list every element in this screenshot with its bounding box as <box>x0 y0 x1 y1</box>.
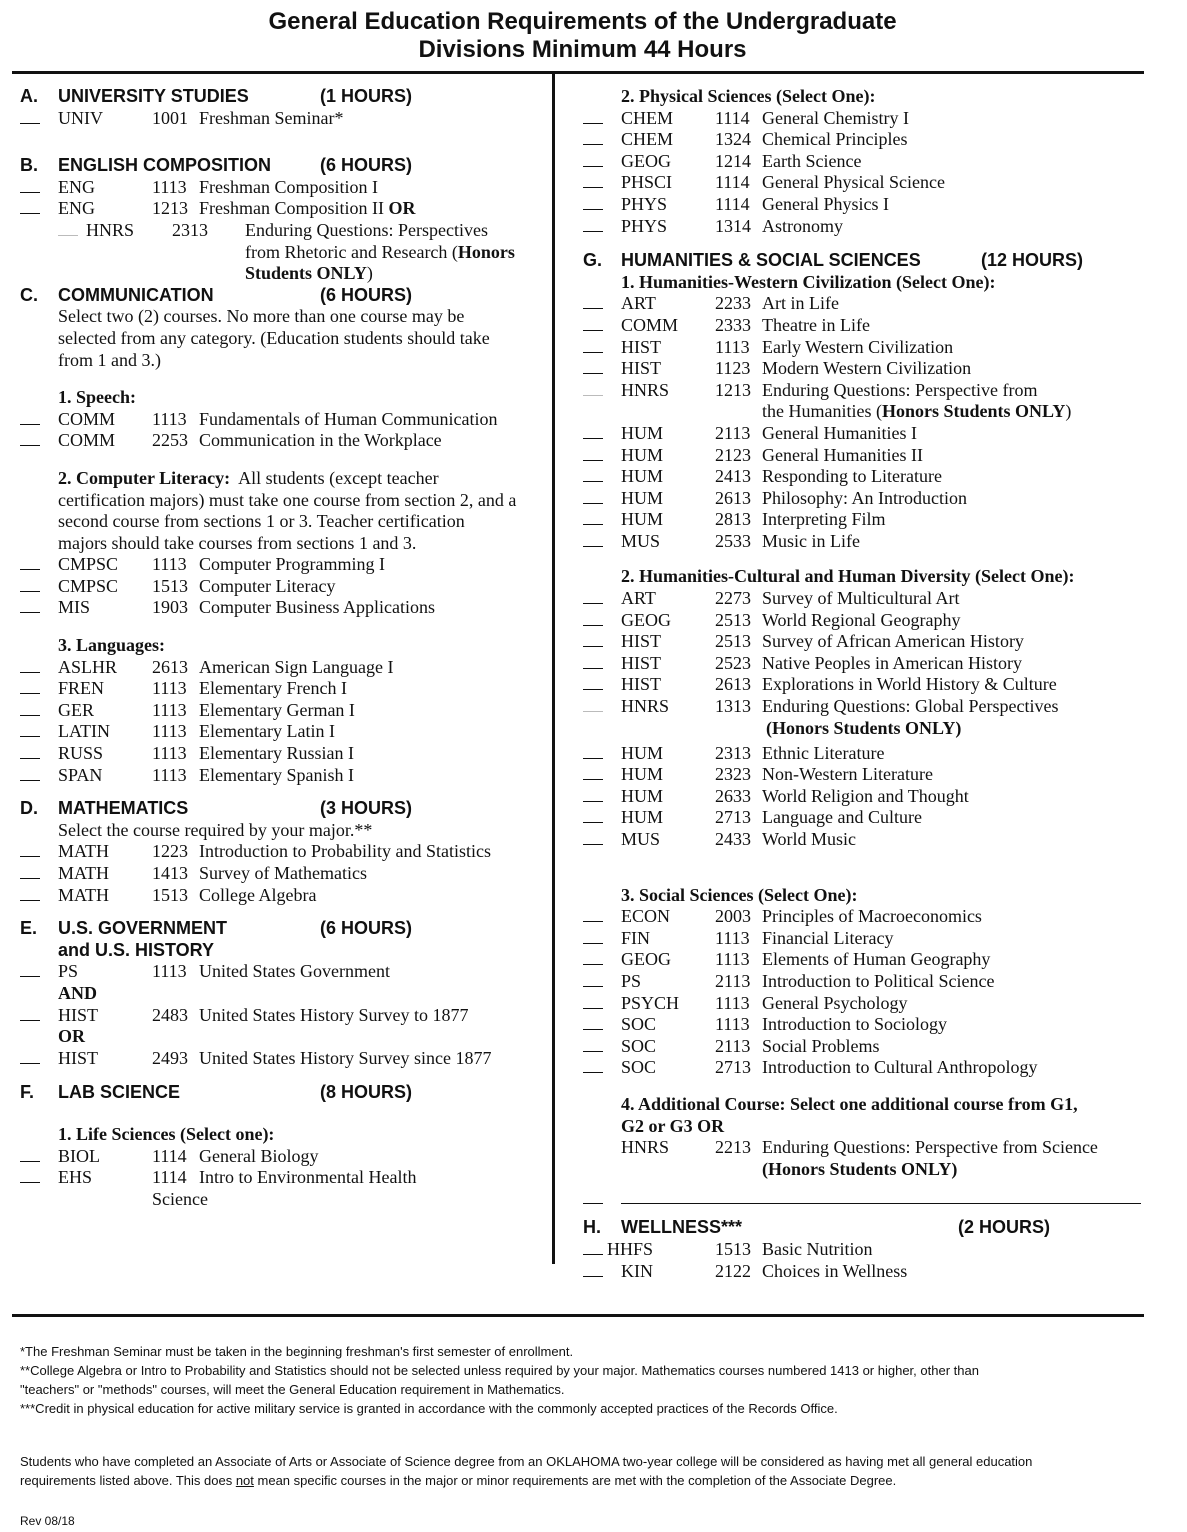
associate-note-2: requirements listed above. This does not mean specific courses in the major or minor requirements are met with the completion of the Associate Degree. <box>20 1473 897 1488</box>
section-e-header-2: and U.S. HISTORY <box>58 939 215 960</box>
section-c-intro-1: Select two (2) courses. No more than one course may be <box>58 306 465 327</box>
footnote-2a: **College Algebra or Intro to Probability and Statistics should not be selected unless required by your major. Mathematics courses numbered 1413 or higher, other than <box>20 1363 979 1378</box>
course-row: ENG 1213 Freshman Composition II OR <box>20 198 545 220</box>
course-row: HUM 2633 World Religion and Thought <box>583 786 1143 808</box>
course-row: CHEM 1114 General Chemistry I <box>583 108 1143 130</box>
course-row: HNRS 2213 Enduring Questions: Perspective from Science <box>621 1137 1098 1158</box>
section-h-header: H. WELLNESS*** (2 HOURS) <box>583 1217 1051 1238</box>
checkbox-blank[interactable] <box>58 220 78 242</box>
course-row: HIST 2493 United States History Survey since 1877 <box>20 1048 545 1070</box>
additional-course-heading-2: G2 or G3 OR <box>621 1115 725 1136</box>
checkbox-blank[interactable] <box>20 1048 40 1070</box>
course-row: HUM 2323 Non-Western Literature <box>583 764 1143 786</box>
social-sciences-heading: 3. Social Sciences (Select One): <box>621 884 858 905</box>
course-row: HIST 1113 Early Western Civilization <box>583 337 1143 359</box>
life-sciences-heading: 1. Life Sciences (Select one): <box>58 1123 275 1144</box>
course-continuation: Students ONLY) <box>245 263 373 284</box>
section-b-header: B. ENGLISH COMPOSITION (6 HOURS) <box>20 155 413 176</box>
course-row: MUS 2433 World Music <box>583 829 1143 851</box>
physical-sciences-heading: 2. Physical Sciences (Select One): <box>621 86 876 106</box>
course-row: RUSS 1113 Elementary Russian I <box>20 743 545 765</box>
course-row: GEOG 1214 Earth Science <box>583 151 1143 173</box>
course-row: LATIN 1113 Elementary Latin I <box>20 721 545 743</box>
checkbox-blank[interactable] <box>20 700 40 722</box>
checkbox-blank[interactable] <box>583 764 603 786</box>
or-label: OR <box>58 1026 85 1047</box>
checkbox-blank[interactable] <box>20 678 40 700</box>
speech-heading: 1. Speech: <box>58 387 136 408</box>
checkbox-blank[interactable] <box>20 1167 40 1189</box>
course-row: HIST 1123 Modern Western Civilization <box>583 358 1143 380</box>
checkbox-blank[interactable] <box>583 194 603 216</box>
title-line-1: General Education Requirements of the Undergraduate <box>268 8 897 35</box>
checkbox-blank[interactable] <box>583 531 603 553</box>
section-a-header: A. UNIVERSITY STUDIES (1 HOURS) <box>20 86 413 106</box>
section-f-header: F. LAB SCIENCE (8 HOURS) <box>20 1082 413 1103</box>
course-row: UNIV 1001 Freshman Seminar* <box>20 108 545 130</box>
course-row: ART 2273 Survey of Multicultural Art <box>583 588 1143 610</box>
cultural-diversity-heading: 2. Humanities-Cultural and Human Diversity (Select One): <box>621 566 1075 587</box>
checkbox-blank[interactable] <box>20 597 40 619</box>
checkbox-blank[interactable] <box>583 829 603 851</box>
footnote-3: ***Credit in physical education for active military service is granted in accordance with the commonly accepted practices of the Records Office. <box>20 1401 838 1416</box>
course-row: EHS 1114 Intro to Environmental Health <box>20 1167 545 1189</box>
course-row: SPAN 1113 Elementary Spanish I <box>20 765 545 787</box>
course-row: SOC 1113 Introduction to Sociology <box>583 1014 1143 1036</box>
checkbox-blank[interactable] <box>583 445 603 467</box>
checkbox-blank[interactable] <box>583 928 603 950</box>
course-row: HUM 2413 Responding to Literature <box>583 466 1143 488</box>
checkbox-blank[interactable] <box>583 971 603 993</box>
section-d-header: D. MATHEMATICS (3 HOURS) <box>20 798 413 819</box>
course-continuation: (Honors Students ONLY) <box>762 1158 958 1179</box>
associate-note <box>20 1452 1150 1490</box>
checkbox-blank[interactable] <box>583 1188 603 1210</box>
course-row: BIOL 1114 General Biology <box>20 1146 545 1168</box>
course-row: COMM 1113 Fundamentals of Human Communication <box>20 409 545 431</box>
course-row: HNRS 1313 Enduring Questions: Global Perspectives <box>583 696 1143 718</box>
course-row: GEOG 2513 World Regional Geography <box>583 610 1143 632</box>
course-row: HUM 2113 General Humanities I <box>583 423 1143 445</box>
course-row: PS 2113 Introduction to Political Science <box>583 971 1143 993</box>
checkbox-blank[interactable] <box>583 674 603 696</box>
course-row: SOC 2113 Social Problems <box>583 1036 1143 1058</box>
course-row: HUM 2313 Ethnic Literature <box>583 743 1143 765</box>
checkbox-blank[interactable] <box>583 1057 603 1079</box>
left-column <box>20 86 545 1210</box>
checkbox-blank[interactable] <box>583 509 603 531</box>
checkbox-blank[interactable] <box>583 172 603 194</box>
course-row: HNRS 1213 Enduring Questions: Perspective from <box>583 380 1143 402</box>
course-row: SOC 2713 Introduction to Cultural Anthropology <box>583 1057 1143 1079</box>
section-g-header: G. HUMANITIES & SOCIAL SCIENCES (12 HOURS) <box>583 250 1084 271</box>
checkbox-blank[interactable] <box>20 863 40 885</box>
section-e-header: E. U.S. GOVERNMENT (6 HOURS) <box>20 918 413 939</box>
checkbox-blank[interactable] <box>20 1146 40 1168</box>
course-row: CHEM 1324 Chemical Principles <box>583 129 1143 151</box>
course-row: PS 1113 United States Government <box>20 961 545 983</box>
checkbox-blank[interactable] <box>20 743 40 765</box>
checkbox-blank[interactable] <box>20 430 40 452</box>
checkbox-blank[interactable] <box>583 216 603 238</box>
footnote-1: *The Freshman Seminar must be taken in the beginning freshman's first semester of enrollment. <box>20 1344 574 1359</box>
course-row: ENG 1113 Freshman Composition I <box>20 177 545 199</box>
course-row: HIST 2613 Explorations in World History & Culture <box>583 674 1143 696</box>
checkbox-blank[interactable] <box>20 198 40 220</box>
course-row: FIN 1113 Financial Literacy <box>583 928 1143 950</box>
top-rule <box>12 71 1144 74</box>
course-row: FREN 1113 Elementary French I <box>20 678 545 700</box>
course-row: PSYCH 1113 General Psychology <box>583 993 1143 1015</box>
course-row: COMM 2253 Communication in the Workplace <box>20 430 545 452</box>
course-row: MIS 1903 Computer Business Applications <box>20 597 545 619</box>
checkbox-blank[interactable] <box>583 108 603 130</box>
course-row: PHYS 1114 General Physics I <box>583 194 1143 216</box>
languages-heading: 3. Languages: <box>58 635 166 656</box>
course-row: HUM 2713 Language and Culture <box>583 807 1143 829</box>
section-c-intro-2: selected from any category. (Education students should take <box>58 327 490 348</box>
computer-literacy-heading: 2. Computer Literacy: All students (except teacher <box>58 467 439 488</box>
course-row: GER 1113 Elementary German I <box>20 700 545 722</box>
revision-label: Rev 08/18 <box>20 1514 75 1528</box>
checkbox-blank[interactable] <box>583 1239 603 1261</box>
checkbox-blank[interactable] <box>583 993 603 1015</box>
bottom-rule <box>12 1314 1144 1317</box>
course-row: CMPSC 1113 Computer Programming I <box>20 554 545 576</box>
computer-literacy-text-1: certification majors) must take one course from section 2, and a <box>58 489 517 510</box>
course-row: ECON 2003 Principles of Macroeconomics <box>583 906 1143 928</box>
checkbox-blank[interactable] <box>20 721 40 743</box>
checkbox-blank[interactable] <box>20 961 40 983</box>
checkbox-blank[interactable] <box>583 653 603 675</box>
page-title <box>0 8 1165 64</box>
associate-note-1: Students who have completed an Associate of Arts or Associate of Science degree from an OKLAHOMA two-year college will be considered as having met all general education <box>20 1454 1033 1469</box>
course-row: COMM 2333 Theatre in Life <box>583 315 1143 337</box>
checkbox-blank[interactable] <box>20 765 40 787</box>
right-column <box>583 86 1143 1282</box>
checkbox-blank[interactable] <box>583 151 603 173</box>
checkbox-blank[interactable] <box>583 786 603 808</box>
checkbox-blank[interactable] <box>583 129 603 151</box>
checkbox-blank[interactable] <box>20 554 40 576</box>
course-row: GEOG 1113 Elements of Human Geography <box>583 949 1143 971</box>
checkbox-blank[interactable] <box>583 466 603 488</box>
computer-literacy-text-3: majors should take courses from sections 1 and 3. <box>58 532 417 553</box>
course-row: PHSCI 1114 General Physical Science <box>583 172 1143 194</box>
computer-literacy-text-2: second course from sections 1 or 3. Teacher certification <box>58 511 465 532</box>
checkbox-blank[interactable] <box>20 576 40 598</box>
course-row: HIST 2483 United States History Survey to 1877 <box>20 1005 545 1027</box>
additional-course-heading: 4. Additional Course: Select one additional course from G1, <box>621 1093 1078 1114</box>
checkbox-blank[interactable] <box>583 423 603 445</box>
checkbox-blank[interactable] <box>583 337 603 359</box>
checkbox-blank[interactable] <box>583 588 603 610</box>
course-continuation: the Humanities (Honors Students ONLY) <box>762 401 1072 422</box>
course-row: HIST 2523 Native Peoples in American History <box>583 653 1143 675</box>
checkbox-blank[interactable] <box>583 315 603 337</box>
footnote-2b: "teachers" or "methods" courses, will meet the General Education requirement in Mathematics. <box>20 1382 565 1397</box>
footnotes <box>20 1342 1150 1418</box>
course-row: HNRS 2313 Enduring Questions: Perspectives <box>20 220 545 242</box>
course-row: ASLHR 2613 American Sign Language I <box>20 657 545 679</box>
column-divider <box>552 74 555 1264</box>
section-d-intro: Select the course required by your major.** <box>58 819 373 840</box>
course-row: HUM 2613 Philosophy: An Introduction <box>583 488 1143 510</box>
checkbox-blank[interactable] <box>583 949 603 971</box>
checkbox-blank[interactable] <box>583 488 603 510</box>
course-row: HHFS 1513 Basic Nutrition <box>583 1239 1143 1261</box>
checkbox-blank[interactable] <box>20 885 40 907</box>
course-row: HUM 2123 General Humanities II <box>583 445 1143 467</box>
checkbox-blank[interactable] <box>20 841 40 863</box>
course-row: HUM 2813 Interpreting Film <box>583 509 1143 531</box>
checkbox-blank[interactable] <box>583 696 603 718</box>
course-row: ART 2233 Art in Life <box>583 293 1143 315</box>
course-row: HIST 2513 Survey of African American History <box>583 631 1143 653</box>
course-row: KIN 2122 Choices in Wellness <box>583 1261 1143 1283</box>
checkbox-blank[interactable] <box>20 177 40 199</box>
course-row: CMPSC 1513 Computer Literacy <box>20 576 545 598</box>
checkbox-blank[interactable] <box>20 409 40 431</box>
checkbox-blank[interactable] <box>583 358 603 380</box>
checkbox-blank[interactable] <box>583 807 603 829</box>
section-c-header: C. COMMUNICATION (6 HOURS) <box>20 284 413 305</box>
checkbox-blank[interactable] <box>583 743 603 765</box>
course-row: MUS 2533 Music in Life <box>583 531 1143 553</box>
course-row: MATH 1413 Survey of Mathematics <box>20 863 545 885</box>
additional-write-in-row <box>583 1180 1143 1206</box>
course-continuation: from Rhetoric and Research (Honors <box>245 241 515 262</box>
section-c-intro-3: from 1 and 3.) <box>58 349 161 370</box>
checkbox-blank[interactable] <box>583 1014 603 1036</box>
checkbox-blank[interactable] <box>20 108 40 130</box>
checkbox-blank[interactable] <box>583 1261 603 1283</box>
checkbox-blank[interactable] <box>583 380 603 402</box>
checkbox-blank[interactable] <box>20 1005 40 1027</box>
course-continuation: Science <box>152 1188 208 1209</box>
course-row: PHYS 1314 Astronomy <box>583 216 1143 238</box>
western-civ-heading: 1. Humanities-Western Civilization (Select One): <box>621 271 996 292</box>
course-continuation: (Honors Students ONLY) <box>766 717 962 738</box>
write-in-line[interactable] <box>621 1203 1141 1204</box>
checkbox-blank[interactable] <box>583 1036 603 1058</box>
course-row: MATH 1223 Introduction to Probability and Statistics <box>20 841 545 863</box>
checkbox-blank[interactable] <box>583 906 603 928</box>
checkbox-blank[interactable] <box>583 631 603 653</box>
title-line-2: Divisions Minimum 44 Hours <box>418 36 747 63</box>
checkbox-blank[interactable] <box>583 293 603 315</box>
and-label: AND <box>58 982 97 1003</box>
checkbox-blank[interactable] <box>20 657 40 679</box>
course-row: MATH 1513 College Algebra <box>20 885 545 907</box>
checkbox-blank[interactable] <box>583 610 603 632</box>
